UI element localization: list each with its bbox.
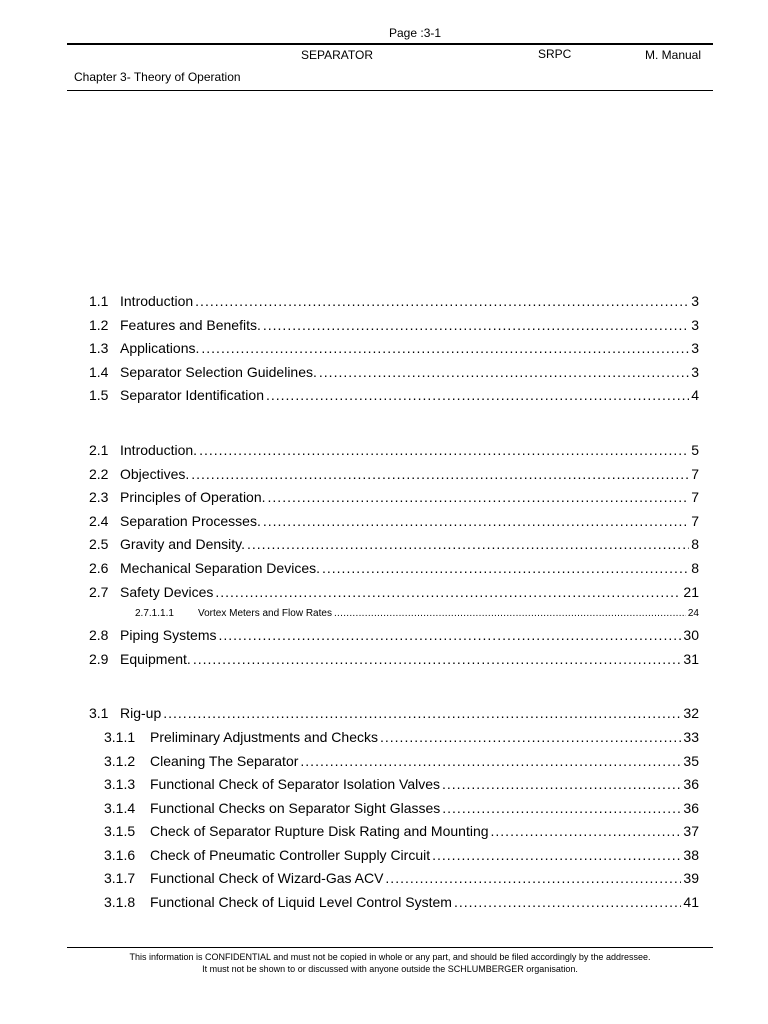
- entry-number: 2.3: [89, 489, 109, 506]
- dot-leader: [322, 557, 689, 581]
- dot-leader: [201, 337, 689, 361]
- toc-group-3: [89, 702, 699, 914]
- entry-number: 2.5: [89, 536, 109, 553]
- entry-number: 2.8: [89, 627, 109, 644]
- entry-page: 3: [691, 363, 699, 380]
- table-of-contents: [89, 290, 699, 915]
- dot-leader: [218, 624, 681, 648]
- toc-entry[interactable]: [89, 533, 699, 557]
- entry-number: 1.4: [89, 363, 109, 380]
- dot-leader: [195, 290, 689, 314]
- entry-title: Preliminary Adjustments and Checks: [150, 728, 378, 745]
- entry-page: 21: [683, 583, 699, 600]
- dot-leader: [491, 820, 682, 844]
- entry-page: 5: [691, 441, 699, 458]
- entry-title: Equipment.: [120, 650, 191, 667]
- dot-leader: [319, 361, 689, 385]
- toc-entry[interactable]: [89, 773, 699, 797]
- entry-title: Functional Check of Separator Isolation Valves: [150, 776, 441, 793]
- confidentiality-footer: [67, 951, 713, 975]
- dot-leader: [432, 844, 681, 868]
- dot-leader: [266, 384, 689, 408]
- entry-number: 3.1.2: [104, 752, 136, 769]
- entry-number: 1.2: [89, 316, 109, 333]
- entry-page: 3: [691, 293, 699, 309]
- toc-entry[interactable]: [89, 486, 699, 510]
- entry-page: 7: [691, 512, 699, 529]
- toc-entry[interactable]: [89, 750, 699, 774]
- entry-page: 32: [683, 705, 699, 722]
- dot-leader: [385, 867, 681, 891]
- dot-leader: [334, 604, 686, 624]
- toc-entry[interactable]: [89, 384, 699, 408]
- entry-title: Applications.: [120, 340, 200, 357]
- entry-number: 3.1.3: [104, 776, 136, 793]
- toc-group-2: [89, 439, 699, 671]
- toc-entry[interactable]: [89, 891, 699, 915]
- entry-title: Separator Selection Guidelines.: [120, 363, 317, 380]
- entry-page: 39: [683, 870, 699, 887]
- entry-page: 36: [683, 776, 699, 793]
- header-bottom-rule: [67, 90, 713, 91]
- entry-title: Mechanical Separation Devices.: [120, 559, 320, 576]
- entry-title: Piping Systems: [120, 627, 217, 644]
- footer-line-1: This information is CONFIDENTIAL and must not be copied in whole or any part, and should be filed accordingly by the addressee.: [129, 952, 651, 962]
- entry-number: 1.3: [89, 340, 109, 357]
- dot-leader: [163, 702, 681, 726]
- footer-rule: [67, 947, 713, 948]
- entry-title: Separator Identification: [120, 387, 264, 404]
- entry-page: 37: [683, 823, 699, 840]
- entry-title: Check of Pneumatic Controller Supply Circuit: [150, 846, 431, 863]
- entry-number: 3.1.6: [104, 846, 136, 863]
- entry-page: 31: [683, 650, 699, 667]
- entry-page: 41: [683, 894, 699, 911]
- dot-leader: [454, 891, 681, 915]
- toc-entry[interactable]: [89, 820, 699, 844]
- entry-page: 3: [691, 340, 699, 357]
- entry-page: 7: [691, 465, 699, 482]
- entry-title: Safety Devices: [120, 583, 214, 600]
- dot-leader: [268, 486, 690, 510]
- toc-entry[interactable]: [89, 844, 699, 868]
- entry-number: 2.2: [89, 465, 109, 482]
- toc-entry[interactable]: [89, 867, 699, 891]
- header-top-rule: [67, 43, 713, 45]
- dot-leader: [263, 510, 689, 534]
- toc-entry[interactable]: [89, 557, 699, 581]
- toc-entry[interactable]: [89, 726, 699, 750]
- entry-number: 2.7.1.1.1: [135, 608, 174, 620]
- dot-leader: [380, 726, 681, 750]
- entry-page: 38: [683, 846, 699, 863]
- entry-number: 2.7: [89, 583, 109, 600]
- header-product: SEPARATOR: [301, 48, 374, 62]
- page-number: Page :3-1: [389, 26, 442, 40]
- toc-entry[interactable]: [89, 510, 699, 534]
- entry-number: 3.1.4: [104, 799, 136, 816]
- toc-entry[interactable]: [89, 624, 699, 648]
- entry-number: 2.9: [89, 650, 109, 667]
- entry-page: 33: [683, 728, 699, 745]
- toc-entry[interactable]: [89, 337, 699, 361]
- toc-entry[interactable]: [89, 648, 699, 672]
- entry-title: Check of Separator Rupture Disk Rating and Mounting: [150, 823, 489, 840]
- entry-page: 24: [687, 608, 699, 620]
- toc-entry[interactable]: [89, 290, 699, 314]
- entry-page: 8: [691, 559, 699, 576]
- entry-number: 1.5: [89, 387, 109, 404]
- entry-title: Objectives.: [120, 465, 190, 482]
- header-chapter: Chapter 3- Theory of Operation: [74, 70, 241, 84]
- entry-title: Gravity and Density.: [120, 536, 246, 553]
- dot-leader: [191, 463, 689, 487]
- entry-number: 1.1: [89, 293, 109, 309]
- entry-title: Functional Checks on Separator Sight Glasses: [150, 799, 441, 816]
- toc-entry[interactable]: [89, 361, 699, 385]
- entry-number: 3.1.7: [104, 870, 136, 887]
- entry-number: 2.4: [89, 512, 109, 529]
- entry-title: Introduction: [120, 293, 194, 309]
- dot-leader: [263, 314, 689, 338]
- entry-number: 2.6: [89, 559, 109, 576]
- entry-page: 8: [691, 536, 699, 553]
- entry-title: Functional Check of Wizard-Gas ACV: [150, 870, 384, 887]
- entry-title: Introduction.: [120, 441, 198, 458]
- entry-page: 36: [683, 799, 699, 816]
- entry-page: 7: [691, 489, 699, 506]
- entry-number: 3.1.5: [104, 823, 136, 840]
- toc-entry[interactable]: [89, 463, 699, 487]
- dot-leader: [442, 797, 681, 821]
- entry-title: Functional Check of Liquid Level Control System: [150, 894, 452, 911]
- entry-title: Principles of Operation.: [120, 489, 266, 506]
- entry-title: Features and Benefits.: [120, 316, 261, 333]
- dot-leader: [300, 750, 681, 774]
- entry-number: 3.1: [89, 705, 109, 722]
- dot-leader: [247, 533, 689, 557]
- toc-entry[interactable]: [89, 439, 699, 463]
- entry-number: 3.1.1: [104, 728, 136, 745]
- header-doc: M. Manual: [645, 48, 702, 62]
- dot-leader: [215, 581, 681, 605]
- entry-page: 30: [683, 627, 699, 644]
- dot-leader: [199, 439, 689, 463]
- toc-entry-subsection[interactable]: [89, 604, 699, 624]
- entry-title: Rig-up: [120, 705, 162, 722]
- toc-group-1: [89, 290, 699, 408]
- toc-entry[interactable]: [89, 581, 699, 605]
- header-org: SRPC: [538, 47, 572, 61]
- entry-title: Cleaning The Separator: [150, 752, 299, 769]
- entry-title: Separation Processes.: [120, 512, 261, 529]
- footer-line-2: It must not be shown to or discussed with anyone outside the SCHLUMBERGER organisation.: [202, 964, 578, 974]
- entry-number: 3.1.8: [104, 894, 136, 911]
- entry-page: 4: [691, 387, 699, 404]
- entry-title: Vortex Meters and Flow Rates: [198, 608, 332, 620]
- toc-entry[interactable]: [89, 702, 699, 726]
- entry-page: 35: [683, 752, 699, 769]
- toc-entry[interactable]: [89, 314, 699, 338]
- entry-page: 3: [691, 316, 699, 333]
- dot-leader: [193, 648, 682, 672]
- dot-leader: [442, 773, 681, 797]
- entry-number: 2.1: [89, 441, 109, 458]
- toc-entry[interactable]: [89, 797, 699, 821]
